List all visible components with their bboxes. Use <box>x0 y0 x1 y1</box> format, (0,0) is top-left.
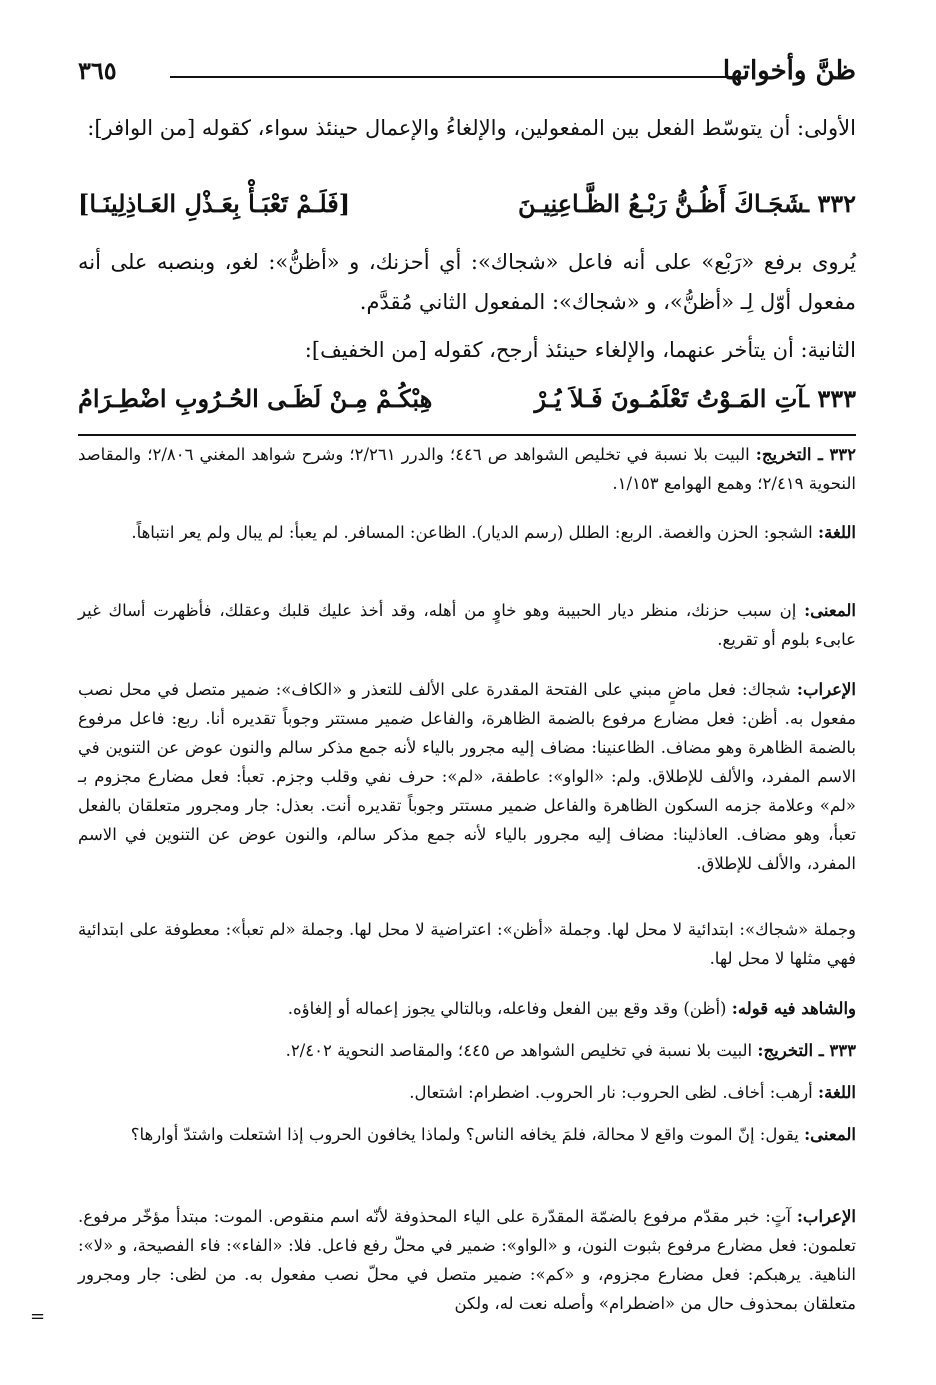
note-text: الشجو: الحزن والغصة. الربع: الطلل (رسم الديار). الظاعن: المسافر. لم يعبأ: لم يبال ولم يعر انتباهاً. <box>131 523 813 542</box>
note-332-irab <box>78 675 856 878</box>
verse-number: ٣٣٣ ـ <box>801 384 856 413</box>
page-number: ٣٦٥ <box>78 56 117 85</box>
running-header <box>78 56 856 92</box>
note-333-mana <box>78 1120 856 1149</box>
paragraph-second-case: الثانية: أن يتأخر عنهما، والإلغاء حينئذ أرجح، كقوله [من الخفيف]: <box>304 338 856 362</box>
note-label: الإعراب: <box>796 1207 856 1226</box>
note-label: اللغة: <box>818 523 856 542</box>
note-text: آتٍ: خبر مقدّم مرفوع بالضمّة المقدّرة على الياء المحذوفة لأنّه اسم منقوص. الموت: مبتدأ مؤخّر مرفوع. تعلمون: فعل مضارع مرفوع بثبوت النون، و «الواو»: ضمير في محلّ رفع فاعل. فلا: «الفاء»: فاء الفصيحة، و «لا»: الناهية. يرهبكم: فعل مضارع مجزوم، و «كم»: ضمير متصل في محلّ نصب مفعول به. من لظى: جار ومجرور متعلقان بمحذوف حال من «اضطرام» وأصله نعت له، ولكن <box>78 1207 856 1313</box>
paragraph-riwaya: يُروى برفع «رَبْع» على أنه فاعل «شجاك»: أي أحزنك، و «أظنُّ»: لغو، وبنصبه على أنه مفعول أوّل لِـ «أظنُّ»، و «شجاك»: المفعول الثاني مُقدَّم. <box>78 250 856 314</box>
note-333-lugha <box>78 1078 856 1107</box>
note-text: يقول: إنّ الموت واقع لا محالة، فلمَ يخافه الناس؟ ولماذا يخافون الحروب إذا اشتعلت واشتدّ أوارها؟ <box>130 1125 799 1144</box>
verse-332 <box>78 189 856 233</box>
continuation-mark: = <box>30 1306 46 1327</box>
note-label: ٣٣٣ ـ التخريج: <box>757 1041 856 1060</box>
verse-hemistich-first: شَجَـاكَ أَظُـنُّ رَبْـعُ الظَّـاعِنِيـنَ <box>517 189 804 218</box>
note-label: اللغة: <box>818 1083 856 1102</box>
verse-number: ٣٣٢ ـ <box>801 189 856 218</box>
note-label: والشاهد فيه قوله: <box>731 999 856 1018</box>
note-332-lugha <box>78 518 856 547</box>
verse-hemistich-first: آتِ المَـوْتُ تَعْلَمُـونَ فَـلاَ يُـرْ <box>534 384 804 413</box>
note-text: البيت بلا نسبة في تخليص الشواهد ص ٤٤٦؛ والدرر ٢/٢٦١؛ وشرح شواهد المغني ٢/٨٠٦؛ والمقاصد النحوية ٢/٤١٩؛ وهمع الهوامع ١/١٥٣. <box>78 445 856 493</box>
note-332-jumla: وجملة «شجاك»: ابتدائية لا محل لها. وجملة «أظن»: اعتراضية لا محل لها. وجملة «لم تعبأ»: معطوفة على ابتدائية فهي مثلها لا محل لها. <box>78 920 856 968</box>
note-label: المعنى: <box>804 1125 856 1144</box>
chapter-title: ظنَّ وأخواتها <box>722 56 856 86</box>
paragraph-first-case: الأولى: أن يتوسّط الفعل بين المفعولين، والإلغاءُ والإعمال حينئذ سواء، كقوله [من الوافر]: <box>87 116 856 140</box>
note-label: ٣٣٢ ـ التخريج: <box>755 445 856 464</box>
note-text: إن سبب حزنك، منظر ديار الحبيبة وهو خاوٍ من أهله، وقد أخذ عليك قلبك وعقلك، فأظهرت أساك غير عابىء بلوم أو تقريع. <box>78 601 856 649</box>
note-text: أرهب: أخاف. لظى الحروب: نار الحروب. اضطرام: اشتعال. <box>409 1083 813 1102</box>
note-label: المعنى: <box>804 601 857 620</box>
note-332-mana <box>78 596 856 654</box>
note-332-shahid <box>78 994 856 1023</box>
note-333-irab <box>78 1202 856 1318</box>
verse-hemistich-second: [فَلَـمْ تَعْبَـأْ بِعَـذْلِ العَـاذِلِينَـا] <box>78 189 351 218</box>
note-text: (أظن) وقد وقع بين الفعل وفاعله، وبالتالي يجوز إعماله أو إلغاؤه. <box>287 999 727 1018</box>
verse-hemistich-second: هِبْكُـمْ مِـنْ لَظَـى الحُـرُوبِ اضْطِـرَامُ <box>78 384 433 413</box>
note-label: الإعراب: <box>796 680 857 699</box>
verse-333 <box>78 384 856 428</box>
note-text: شجاك: فعل ماضٍ مبني على الفتحة المقدرة على الألف للتعذر و «الكاف»: ضمير متصل في محل نصب مفعول به. أظن: فعل مضارع مرفوع بالضمة الظاهرة، والفاعل ضمير مستتر وجوباً تقديره أنا. ربع: فاعل مرفوع بالضمة الظاهرة وهو مضاف. الظاعنينا: مضاف إليه مجرور بالياء لأنه جمع مذكر سالم والنون عوض عن التنوين في الاسم المفرد، والألف للإطلاق. ولم: «الواو»: عاطفة، «لم»: حرف نفي وقلب وجزم. تعبأ: فعل مضارع مجزوم بـ «لم» وعلامة جزمه السكون الظاهرة والفاعل ضمير مستتر وجوباً تقديره أنت. بعذل: جار ومجرور متعلقان بالفعل تعبأ، وهو مضاف. العاذلينا: مضاف إليه مجرور بالياء لأنه جمع مذكر سالم، والنون عوض عن التنوين في الاسم المفرد، والألف للإطلاق. <box>78 680 856 873</box>
note-text: البيت بلا نسبة في تخليص الشواهد ص ٤٤٥؛ والمقاصد النحوية ٢/٤٠٢. <box>285 1041 753 1060</box>
header-rule <box>170 76 738 78</box>
note-333-takhrij <box>78 1036 856 1065</box>
footnote-separator <box>78 434 856 436</box>
note-332-takhrij <box>78 440 856 498</box>
